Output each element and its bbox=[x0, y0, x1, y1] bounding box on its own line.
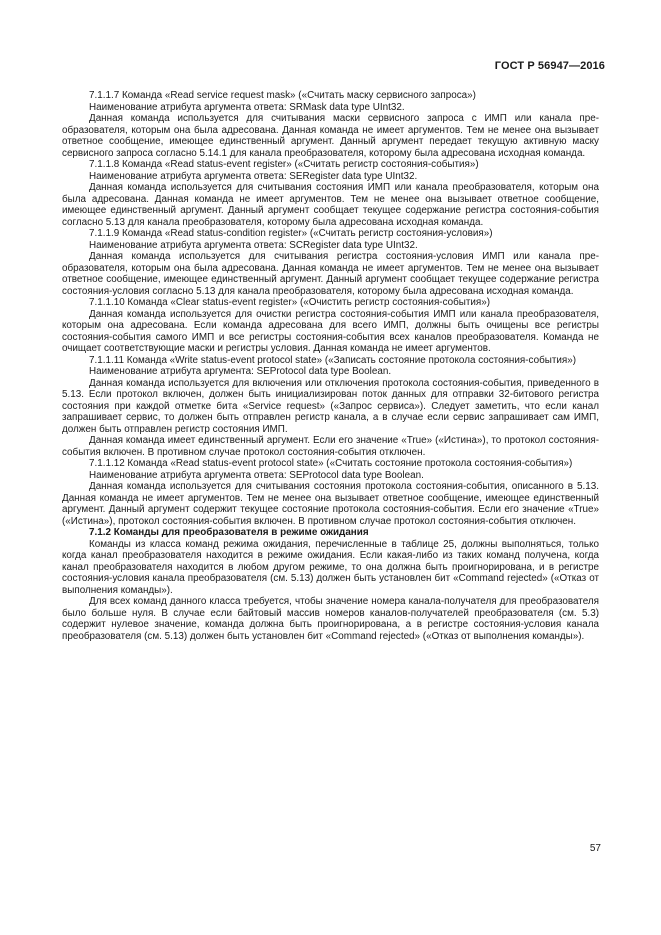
paragraph: 7.1.1.11 Команда «Write status-event protocol state» («Записать состояние протокола состояния-события») bbox=[89, 354, 577, 366]
paragraph: Для всех команд данного класса требуется, чтобы значение номера канала-получателя для преобразователя было больше нуля. В случае если байтовый массив номеров каналов-получателей преобразователя (см. 5.3) содержит нулевое значение, команда должна быть проигнорирована, а в регистре состояния-условия канала преобразователя (см. 5.13) должен быть установлен бит «Command rejected» («Отказ от выполнения команды»). bbox=[62, 596, 599, 642]
paragraph: 7.1.1.8 Команда «Read status-event register» («Считать регистр состояния-события») bbox=[89, 159, 479, 170]
paragraph: Данная команда используется для очистки регистра состояния-события ИМП или канала преобразователя, которым она адресована. Если команда адресована для всего ИМП, должны быть очищены все регистры состояния-события самого ИМП и все регистры состояния-события всех каналов преобразователя. Команда не очищает соответствующие маски и регистры условия. Данная команда не имеет аргументов. bbox=[62, 308, 599, 354]
page-number: 57 bbox=[589, 843, 601, 854]
section-heading: 7.1.2 Команды для преобразователя в режиме ожидания bbox=[89, 527, 369, 538]
paragraph: Наименование атрибута аргумента ответа: SRMask data type UInt32. bbox=[89, 101, 405, 113]
paragraph: Команды из класса команд режима ожидания, перечисленные в таблице 25, должны выполняться, только когда канал преобразователя находится в режиме ожидания. Если какая-либо из таких команд получена, когда канал преобразователя находится в любом другом режиме, то она должна быть проигнорирована, и в регистре состояния-условия канала преобразователя (см. 5.13) должен быть установлен бит «Command rejected» («Отказ от выполнения команды»). bbox=[62, 538, 599, 596]
paragraph: Данная команда используется для включения или отключения протокола состояния-события, приведенного в 5.13. Если протокол включен, должен быть инициализирован поток данных для отправки 32-битового регистра состояния при каждой отметке бита «Service request» («Запрос сервиса»). Следует заметить, что если канал запрашивает сервис, то должен быть отправлен регистр канала, а в случае если сервис запрашивает сам ИМП, должен быть отправлен регистр состояния ИМП. bbox=[62, 377, 599, 435]
paragraph: 7.1.1.9 Команда «Read status-condition register» («Считать регистр состояния-условия») bbox=[89, 228, 493, 239]
paragraph: Наименование атрибута аргумента ответа: SEProtocol data type Boolean. bbox=[89, 469, 424, 481]
paragraph: Данная команда используется для считывания маски сервисного запроса с ИМП или канала преобразователя, которым она была адресована. Данная команда не имеет аргументов. Тем не менее она вызывает ответное сообщение, имеющее единственный аргумент. Данный аргумент передает текущую активную маску сервисного запроса согласно 5.14.1 для канала преобразователя, которому была адресована исходная команда. bbox=[62, 113, 599, 159]
paragraph: Наименование атрибута аргумента ответа: SERegister data type UInt32. bbox=[89, 170, 418, 182]
paragraph: Данная команда используется для считывания состояния ИМП или канала преобразователя, которым она была адресована. Данная команда не имеет аргументов. Тем не менее она вызывает ответное сообщение, имеющее единственный аргумент. Данный аргумент сообщает текущее содержание регистра состояния-события согласно 5.13 для канала преобразователя, которому была адресована исходная команда. bbox=[62, 182, 599, 228]
paragraph: 7.1.1.10 Команда «Clear status-event register» («Очистить регистр состояния-события») bbox=[89, 297, 491, 308]
paragraph: Данная команда имеет единственный аргумент. Если его значение «True» («Истина»), то протокол состояния-события включен. В противном случае протокол состояния-события отключен. bbox=[62, 435, 599, 458]
paragraph: 7.1.1.7 Команда «Read service request mask» («Считать маску сервисного запроса») bbox=[89, 90, 476, 101]
document-header: ГОСТ Р 56947—2016 bbox=[494, 60, 605, 72]
paragraph: Наименование атрибута аргумента ответа: SCRegister data type UInt32. bbox=[89, 239, 418, 251]
document-body bbox=[62, 90, 599, 642]
paragraph: Данная команда используется для считывания состояния протокола состояния-события, описанного в 5.13. Данная команда не имеет аргументов. Тем не менее она вызывает ответное сообщение, имеющее единственный аргумент. Данный аргумент содержит текущее состояние протокола состояния-события. Если его значение «True» («Истина»), протокол состояния-события включен. В противном случае протокол состояния-события отключен. bbox=[62, 481, 599, 527]
paragraph: Наименование атрибута аргумента: SEProtocol data type Boolean. bbox=[89, 366, 392, 377]
paragraph: Данная команда используется для считывания регистра состояния-условия ИМП или канала преобразователя, которым она была адресована. Данная команда не имеет аргументов. Тем не менее она вызывает ответное сообщение, имеющее единственный аргумент. Данный аргумент сообщает текущее содержание регистра состояния-условия согласно 5.13 для канала преобразователя, которому была адресована исходная команда. bbox=[62, 251, 599, 297]
paragraph: 7.1.1.12 Команда «Read status-event protocol state» («Считать состояние протокола состояния-события») bbox=[89, 458, 573, 469]
